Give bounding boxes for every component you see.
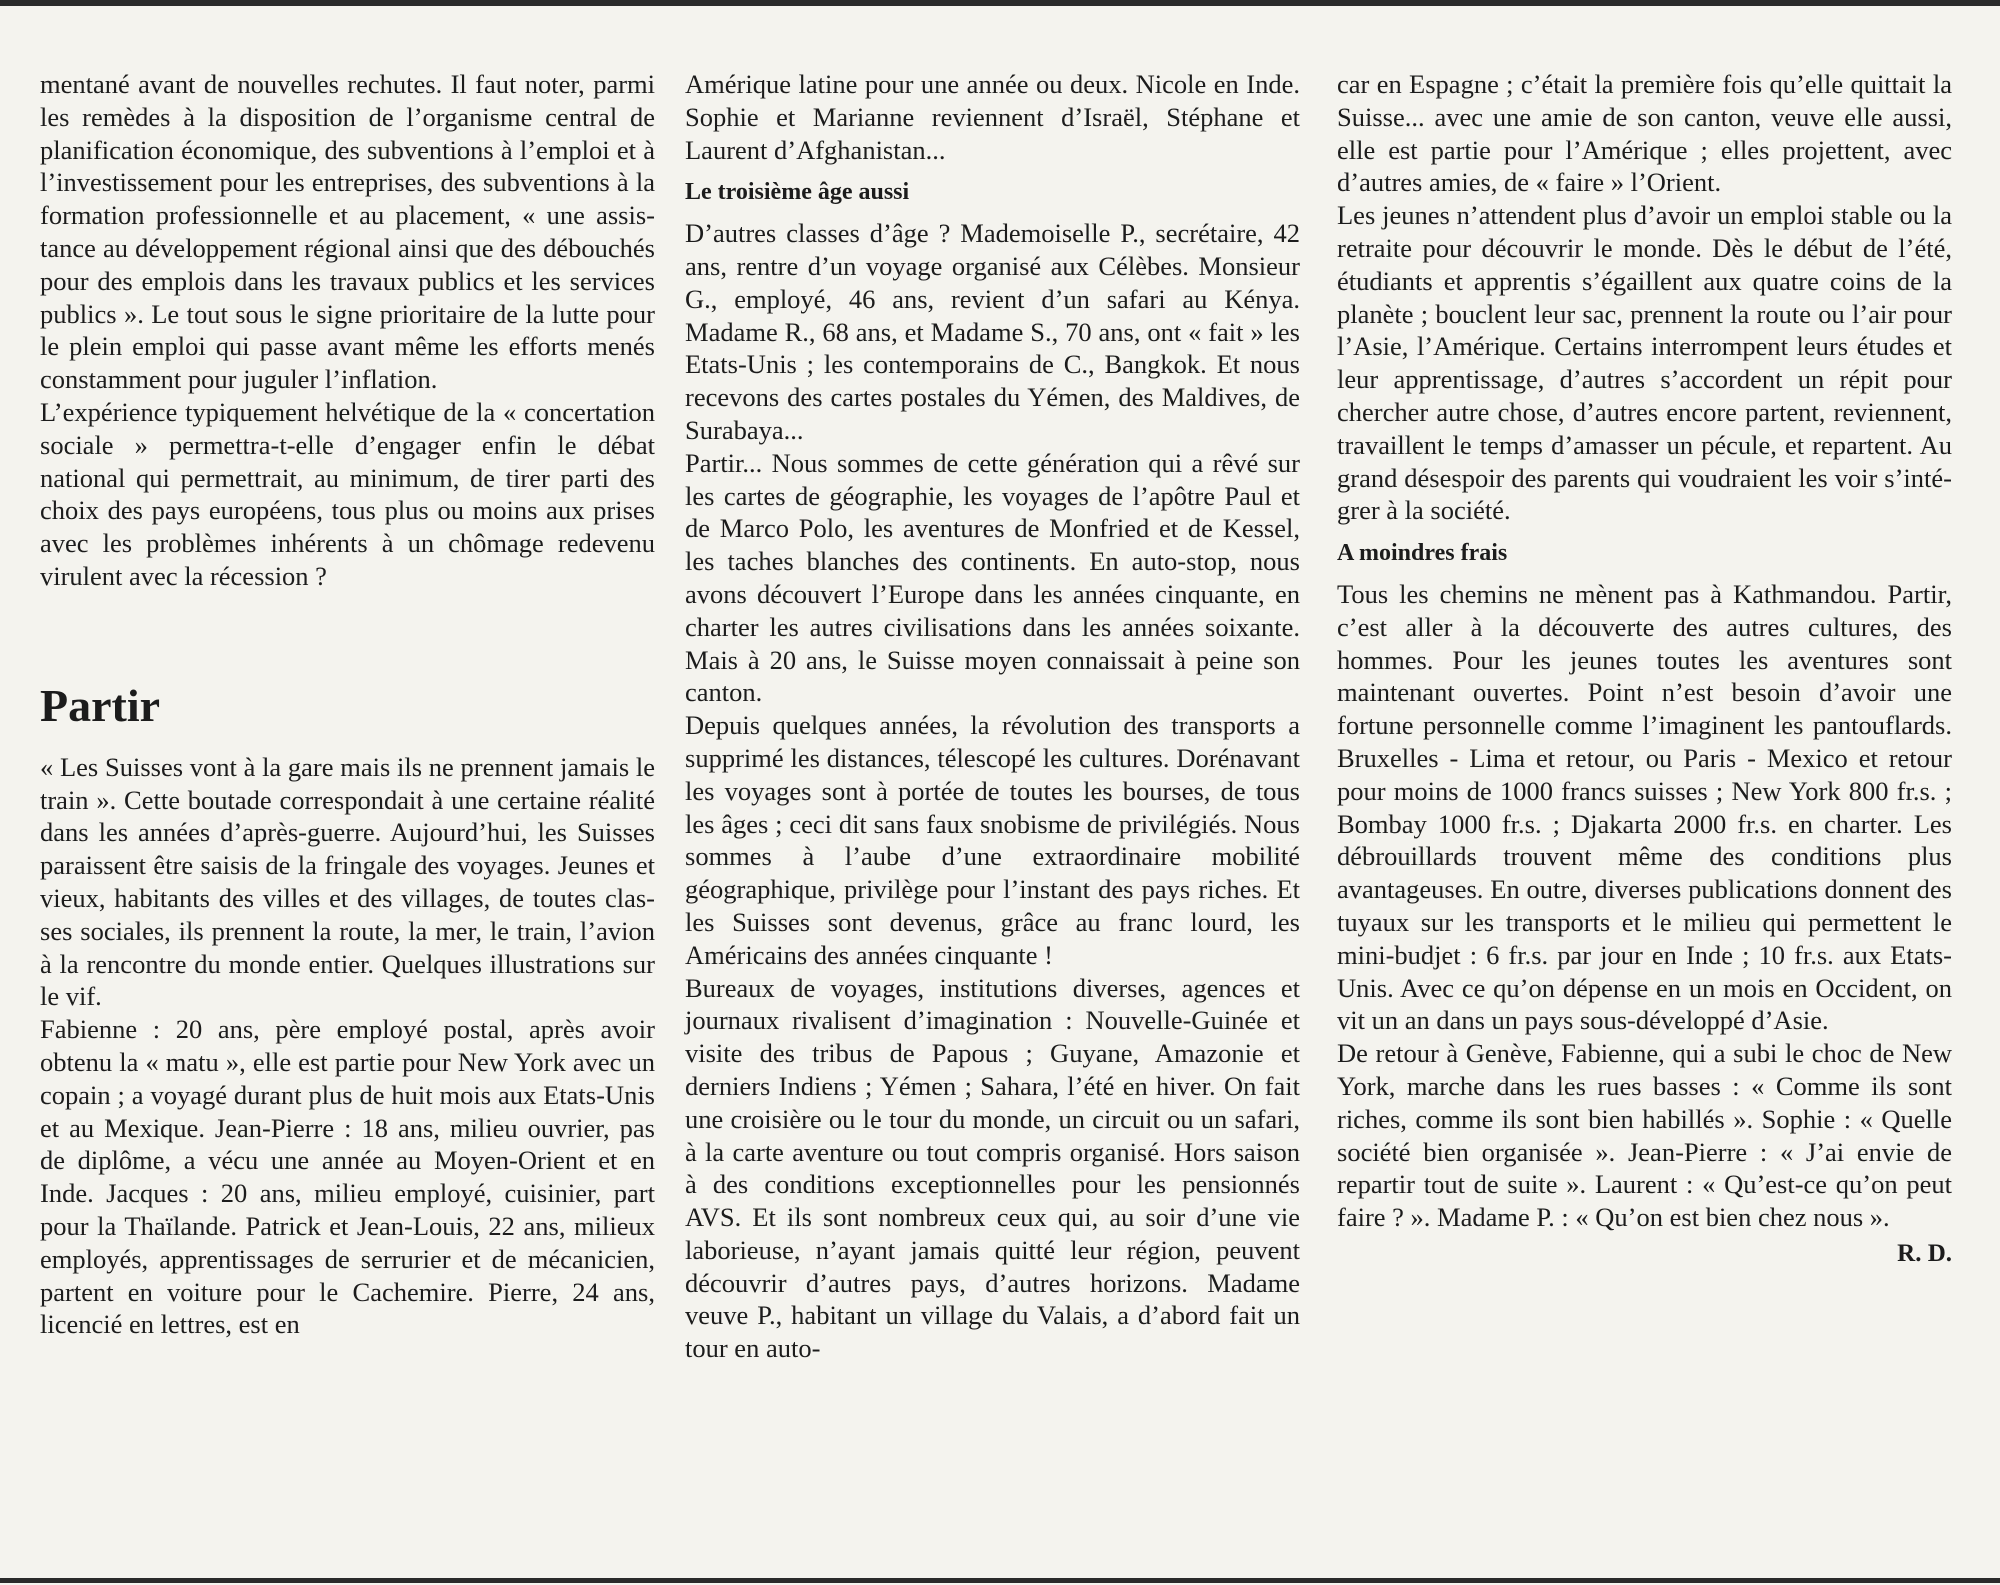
paragraph: L’expérience typiquement helvétique de la « concertation sociale » permettra-t-elle d’engager enfin le débat national qui permettrait, au minimum, de tirer parti des choix des pays européens, tous plus ou moins aux prises avec les problèmes inhérents à un chômage redevenu virulent avec la récession ? <box>40 396 655 591</box>
paragraph: Partir... Nous sommes de cette génération qui a rêvé sur les cartes de géographie, les voyages de l’apôtre Paul et de Marco Polo, les aventures de Monfried et de Kessel, les taches blanches des continents. En auto-stop, nous avons découvert l’Europe dans les années cinquante, en charter les autres civilisations dans les années soixante. Mais à 20 ans, le Suisse moyen connaissait à peine son canton. <box>685 447 1300 708</box>
paragraph: De retour à Genève, Fabienne, qui a subi le choc de New York, marche dans les rues basses : « Comme ils sont riches, comme ils sont bien habillés ». Sophie : « Quelle société bien organisée ». Jean-Pierre : « J’ai envie de repartir tout de suite ». Laurent : « Qu’est-ce qu’on peut faire ? ». Madame P. : « Qu’on est bien chez nous ». <box>1337 1038 1952 1233</box>
paragraph: « Les Suisses vont à la gare mais ils ne prennent jamais le train ». Cette boutade correspondait à une certaine réalité dans les années d’après-guerre. Aujourd’hui, les Suisses paraissent être saisis de la fringale des voyages. Jeunes et vieux, habitants des villes et des villages, de toutes classes sociales, ils prennent la route, la mer, le train, l’avion à la rencontre du monde entier. Quelques illustrations sur le vif. <box>40 751 655 1012</box>
bottom-rule <box>0 1578 2000 1583</box>
paragraph: Fabienne : 20 ans, père employé postal, après avoir obtenu la « matu », elle est partie pour New York avec un copain ; a voyagé durant plus de huit mois aux Etats-Unis et au Mexique. Jean-Pierre : 18 ans, milieu ouvrier, pas de diplôme, a vécu une année au Moyen-Orient et en Inde. Jacques : 20 ans, milieu employé, cuisinier, part pour la Thaïlande. Patrick et Jean-Louis, 22 ans, milieux employés, apprentissages de serrurier et de mécanicien, partent en voiture pour le Cachemire. Pierre, 24 ans, licencié en lettres, est en <box>40 1014 655 1340</box>
subheading: A moindres frais <box>1337 540 1508 567</box>
section-title: Partir <box>40 679 161 731</box>
column-1 <box>40 68 655 1341</box>
subheading: Le troisième âge aussi <box>685 179 910 206</box>
paragraph: Tous les chemins ne mènent pas à Kathmandou. Partir, c’est aller à la découverte des autres cultures, des hommes. Pour les jeunes toutes les aventures sont maintenant ouvertes. Point n’est besoin d’avoir une fortune personnelle comme l’imaginent les pantouflards. Bruxelles - Lima et retour, ou Paris - Mexico et retour pour moins de 1000 francs suisses ; New York 800 fr.s. ; Bombay 1000 fr.s. ; Djakarta 2000 fr.s. en charter. Les débrouillards trouvent même des conditions plus avantageuses. En outre, diverses publications donnent des tuyaux sur les transports et le milieu qui permettent le mini-budjet : 6 fr.s. par jour en Inde ; 10 fr.s. aux Etats-Unis. Avec ce qu’on dépense en un mois en Occident, on vit un an dans un pays sous-développé d’Asie. <box>1337 578 1952 1036</box>
column-2 <box>685 68 1300 1365</box>
author-signature: R. D. <box>1897 1239 1952 1267</box>
paragraph: D’autres classes d’âge ? Mademoiselle P., secrétaire, 42 ans, rentre d’un voyage organisé aux Célèbes. Monsieur G., employé, 46 ans, revient d’un safari au Kénya. Madame R., 68 ans, et Madame S., 70 ans, ont « fait » les Etats-Unis ; les contemporains de C., Bangkok. Et nous recevons des cartes postales du Yémen, des Maldives, de Surabaya... <box>685 218 1300 445</box>
column-3 <box>1337 68 1952 1271</box>
paragraph: Depuis quelques années, la révolution des transports a supprimé les distances, télescopé les cultures. Dorénavant les voyages sont à portée de toutes les bourses, de tous les âges ; ceci dit sans faux snobisme de privilégiés. Nous sommes à l’aube d’une extraordinaire mobilité géographique, privilège pour l’instant des pays riches. Et les Suisses sont devenus, grâce au franc lourd, les Américains des années cinquante ! <box>685 710 1300 970</box>
top-rule <box>0 0 2000 6</box>
paragraph: Amérique latine pour une année ou deux. Nicole en Inde. Sophie et Marianne reviennent d’Israël, Stéphane et Laurent d’Afghanistan... <box>685 69 1300 165</box>
paragraph: Les jeunes n’attendent plus d’avoir un emploi stable ou la retraite pour découvrir le monde. Dès le début de l’été, étudiants et apprentis s’égaillent aux quatre coins de la planète ; bouclent leur sac, prennent la route ou l’air pour l’Asie, l’Amérique. Certains interrompent leurs études et leur apprentissage, d’autres s’accordent un répit pour chercher autre chose, d’autres encore partent, reviennent, travaillent le temps d’amasser un pécule, et repartent. Au grand désespoir des parents qui voudraient les voir s’intégrer à la société. <box>1337 200 1952 526</box>
paragraph: car en Espagne ; c’était la première fois qu’elle quittait la Suisse... avec une amie de son canton, veuve elle aussi, elle est partie pour l’Amérique ; elles projettent, avec d’autres amies, de « faire » l’Orient. <box>1337 69 1952 198</box>
paragraph: Bureaux de voyages, institutions diverses, agences et journaux rivalisent d’imagination : Nouvelle-Guinée et visite des tribus de Papous ; Guyane, Amazonie et derniers Indiens ; Yémen ; Sahara, l’été en hiver. On fait une croisière ou le tour du monde, un circuit ou un safari, à la carte aventure ou tout compris organisé. Hors saison à des conditions exceptionnelles pour les pensionnés AVS. Et ils sont nombreux ceux qui, au soir d’une vie laborieuse, n’ayant jamais quitté leur région, peuvent découvrir d’autres pays, d’autres horizons. Madame veuve P., habitant un village du Valais, a d’abord fait un tour en auto- <box>685 972 1300 1364</box>
paragraph: mentané avant de nouvelles rechutes. Il faut noter, parmi les remèdes à la disposition de l’organisme central de planification économique, des subventions à l’emploi et à l’investissement pour les entreprises, des subventions à la formation professionnelle et au placement, « une assistance au développement régional ainsi que des débouchés pour des emplois dans les travaux publics et les services publics ». Le tout sous le signe prioritaire de la lutte pour le plein emploi qui passe avant même les efforts menés constamment pour juguler l’inflation. <box>40 69 655 395</box>
